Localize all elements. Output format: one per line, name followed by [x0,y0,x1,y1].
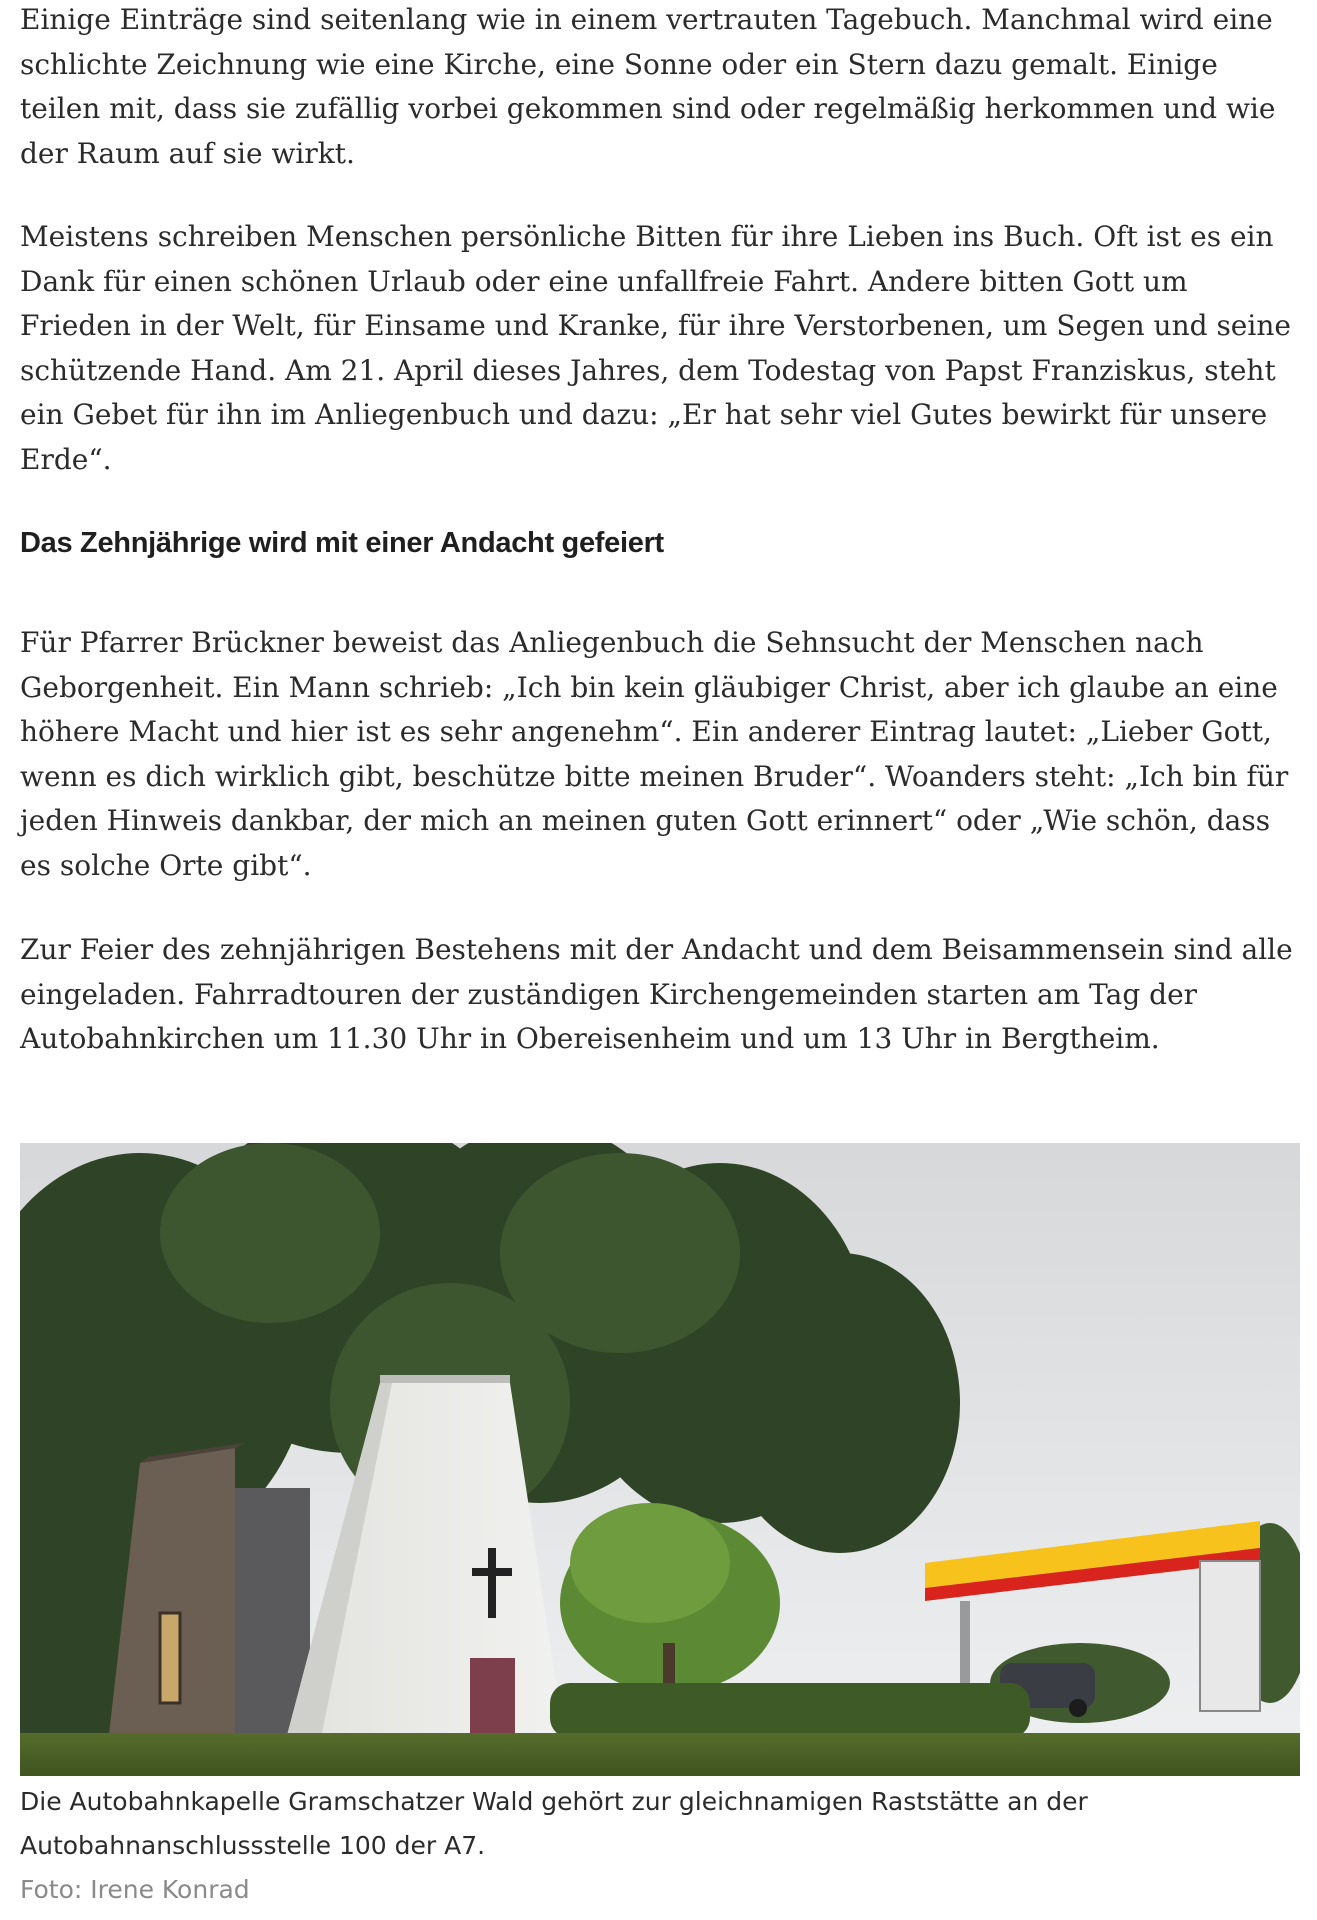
photo-credit: Foto: Irene Konrad [20,1875,250,1904]
photo-caption: Die Autobahnkapelle Gramschatzer Wald gehört zur gleichnamigen Raststätte an der Autobahnanschlussstelle 100 der A7. [20,1787,1088,1860]
paragraph-pastor-quote: Für Pfarrer Brückner beweist das Anliegenbuch die Sehnsucht der Menschen nach Geborgenheit. Ein Mann schrieb: „Ich bin kein gläubiger Christ, aber ich glaube an eine höhere Macht und hier ist es sehr angenehm“. Ein anderer Eintrag lautet: „Lieber Gott, wenn es dich wirklich gibt, beschütze bitte meinen Bruder“. Woanders steht: „Ich bin für jeden Hinweis dankbar, der mich an meinen guten Gott erinnert“ oder „Wie schön, dass es solche Orte gibt“. [20,626,1289,882]
section-heading: Das Zehnjährige wird mit einer Andacht gefeiert [20,527,664,559]
paragraph-celebration: Zur Feier des zehnjährigen Bestehens mit der Andacht und dem Beisammensein sind alle eingeladen. Fahrradtouren der zuständigen Kirchengemeinden starten am Tag der Autobahnkirchen um 11.30 Uhr in Obereisenheim und um 13 Uhr in Bergtheim. [20,933,1293,1055]
paragraph-personal-requests: Meistens schreiben Menschen persönliche Bitten für ihre Lieben ins Buch. Oft ist es ein Dank für einen schönen Urlaub oder eine unfallfreie Fahrt. Andere bitten Gott um Frieden in der Welt, für Einsame und Kranke, für ihre Verstorbenen, um Segen und seine schützende Hand. Am 21. April dieses Jahres, dem Todestag von Papst Franziskus, steht ein Gebet für ihn im Anliegenbuch und dazu: „Er hat sehr viel Gutes bewirkt für unsere Erde“. [20,220,1291,476]
chapel-photo [20,1143,1300,1776]
paragraph-guestbook-entries: Einige Einträge sind seitenlang wie in einem vertrauten Tagebuch. Manchmal wird eine schlichte Zeichnung wie eine Kirche, eine Sonne oder ein Stern dazu gemalt. Einige teilen mit, dass sie zufällig vorbei gekommen sind oder regelmäßig herkommen und wie der Raum auf sie wirkt. [20,3,1276,170]
